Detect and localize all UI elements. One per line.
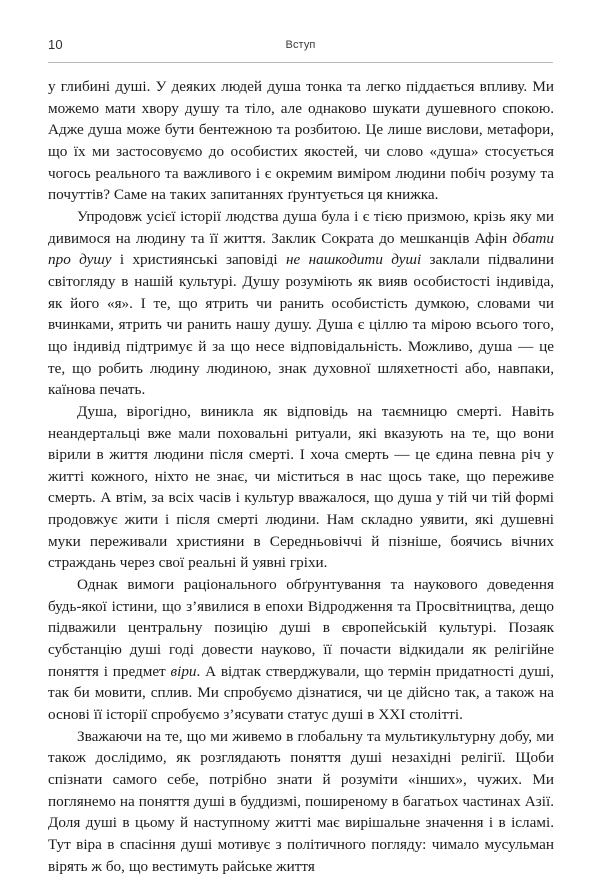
emphasis-text: не нашкодити душі (285, 251, 422, 269)
body-text: Зважаючи на те, що ми живемо в глобальну та мультикультурну добу, ми також дослідимо, як розглядають поняття душі незахідні релігії. Щоби спізнати самого себе, потрібно знати й розуміти «інших», чужих. Ми поглянемо на поняття душі в буддизмі, поширеному в багатьох частинах Азії. Доля душі в цьому й наступному житті має вирішальне значення і в ісламі. Тут віра в спасіння душі мотивує з політичного погляду: чимало мусульман вірять ж бо, що вестимуть райське життя (48, 727, 554, 875)
body-text: Упродовж усієї історії людства душа була і є тією призмою, крізь яку ми дивимося на людину та її життя. Заклик Сократа до мешканців Афін (48, 207, 554, 247)
paragraph (48, 401, 554, 574)
header-divider (48, 62, 553, 63)
paragraph (48, 76, 554, 206)
running-head (48, 38, 553, 64)
emphasis-text: віри (170, 662, 197, 680)
page-number: 10 (48, 37, 63, 52)
body-text: . А відтак стверджували, що термін придатності душі, так би мовити, сплив. Ми спробуємо дізнатися, чи це дійсно так, а також на основі її історії спробуємо з’ясувати статус душі в XXI столітті. (48, 662, 554, 724)
emphasis-text: дбати про душу (48, 229, 554, 269)
body-text: у глибині душі. У деяких людей душа тонка та легко піддається впливу. Ми можемо мати хвору душу та тіло, але однаково шукати душевного спокою. Адже душа може бути бентежною та розбитою. Це лише вислови, метафори, що їх ми застосовуємо до особистих якостей, чи слово «душа» стосується чогось реального та важливого і є окремим виміром людини побіч розуму та почуттів? Саме на таких запитаннях ґрунтується ця книжка. (48, 78, 554, 204)
body-text: заклали підвалини світогляду в нашій культурі. Душу розуміють як вияв особистості індивіда, як його «я». І те, що ятрить чи ранить особистість думкою, словами чи вчинками, ятрить чи ранить нашу душу. Душа є ціллю та мірою всього того, що індивід підтримує й за що несе відповідальність. Можливо, душа — це те, що робить людину людиною, знак духовної шляхетності або, навпаки, каїнова печать. (48, 251, 555, 399)
paragraph (48, 726, 554, 877)
body-text: Однак вимоги раціонального обґрунтування та наукового доведення будь-якої істини, що з’явилися в епохи Відродження та Просвітництва, дещо підважили центральну позицію душі в європейській культурі. Позаяк субстанцію душі годі довести науково, її почасти відкидали як релігійне поняття і предмет (48, 576, 554, 680)
paragraph (48, 574, 554, 726)
body-text: Душа, вірогідно, виникла як відповідь на таємницю смерті. Навіть неандертальці вже мали поховальні ритуали, які вказують на те, що вони вірили в життя людини після смерті. І хоча смерть — це єдина певна річ у житті кожного, ніхто не знає, чи міститься в нас щось таке, що переживе смерть. А втім, за всіх часів і культур вважалося, що душа у тій чи тій формі продовжує жити і після смерті людини. Нам складно уявити, які душевні муки переживали християни в Середньовіччі й пізніше, боячись вічних страждань через свої реальні й уявні гріхи. (48, 402, 554, 572)
body-text: і християнські заповіді (111, 251, 286, 269)
running-head-title: Вступ (285, 39, 316, 51)
paragraph (48, 206, 554, 401)
body-text-column (48, 76, 554, 877)
